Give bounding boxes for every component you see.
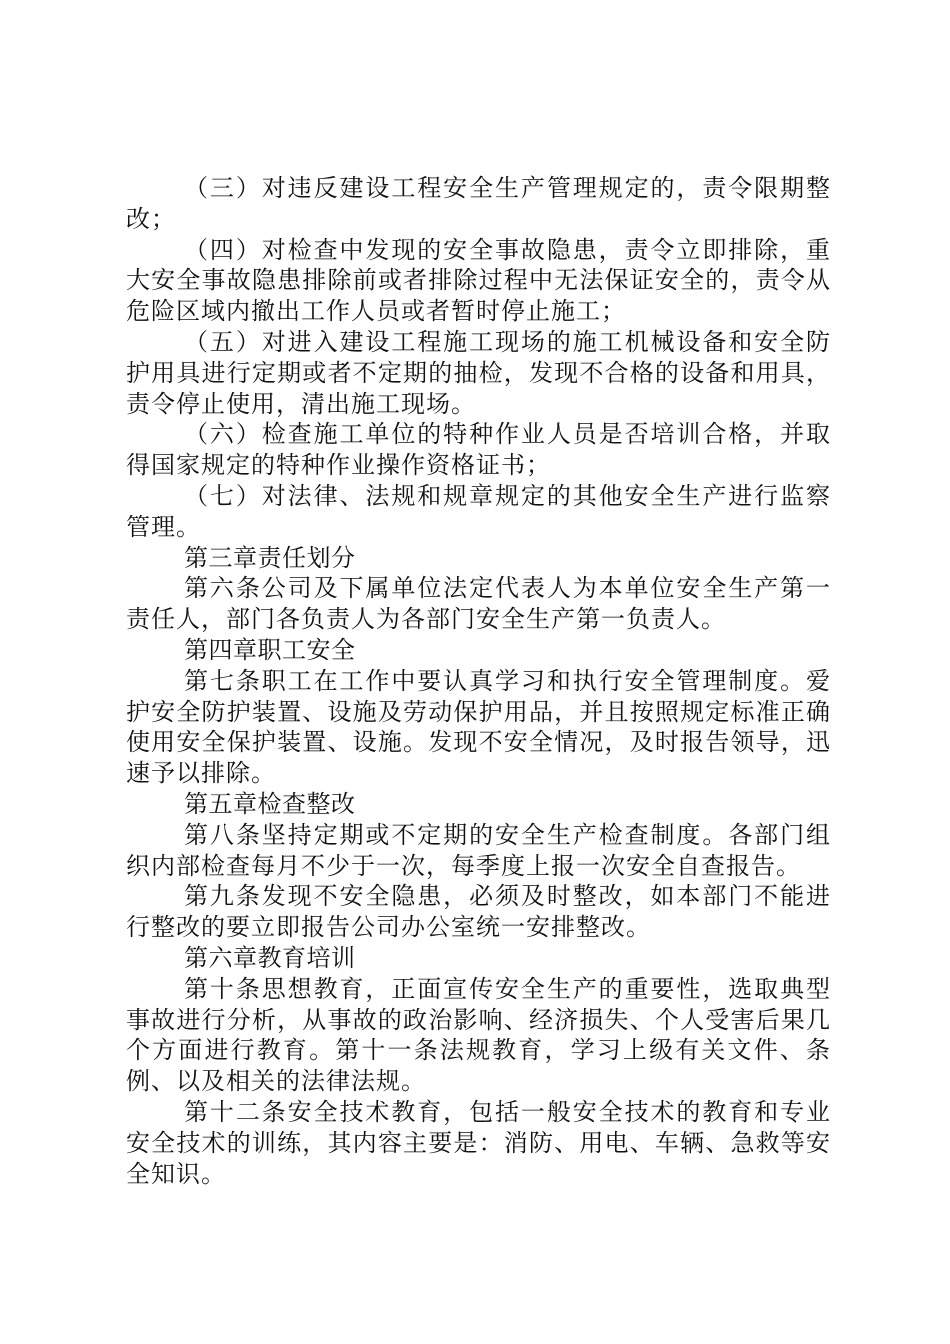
document-body: [126, 173, 831, 1189]
clause-4: （四）对检查中发现的安全事故隐患，责令立即排除，重大安全事故隐患排除前或者排除过程中无法保证安全的，责令从危险区域内撤出工作人员或者暂时停止施工；: [126, 235, 831, 326]
clause-3: （三）对违反建设工程安全生产管理规定的，责令限期整改；: [126, 174, 831, 233]
article-9: 第九条发现不安全隐患，必须及时整改，如本部门不能进行整改的要立即报告公司办公室统一安排整改。: [126, 882, 831, 942]
article-10-11: 第十条思想教育，正面宣传安全生产的重要性，选取典型事故进行分析，从事故的政治影响、经济损失、个人受害后果几个方面进行教育。第十一条法规教育，学习上级有关文件、条例、以及相关的法律法规。: [126, 974, 831, 1096]
clause-7: （七）对法律、法规和规章规定的其他安全生产进行监察管理。: [126, 481, 831, 541]
article-12: 第十二条安全技术教育，包括一般安全技术的教育和专业安全技术的训练，其内容主要是：消防、用电、车辆、急救等安全知识。: [126, 1097, 831, 1188]
article-6: 第六条公司及下属单位法定代表人为本单位安全生产第一责任人，部门各负责人为各部门安全生产第一负责人。: [126, 574, 831, 634]
clause-5: （五）对进入建设工程施工现场的施工机械设备和安全防护用具进行定期或者不定期的抽检，发现不合格的设备和用具，责令停止使用，清出施工现场。: [126, 327, 831, 418]
chapter-4-heading: 第四章职工安全: [184, 635, 356, 664]
article-7: 第七条职工在工作中要认真学习和执行安全管理制度。爱护安全防护装置、设施及劳动保护用品，并且按照规定标准正确使用安全保护装置、设施。发现不安全情况，及时报告领导，迅速予以排除。: [126, 666, 831, 788]
clause-6: （六）检查施工单位的特种作业人员是否培训合格，并取得国家规定的特种作业操作资格证书；: [126, 420, 831, 480]
article-8: 第八条坚持定期或不定期的安全生产检查制度。各部门组织内部检查每月不少于一次，每季度上报一次安全自查报告。: [126, 820, 831, 880]
chapter-5-heading: 第五章检查整改: [184, 789, 356, 818]
chapter-3-heading: 第三章责任划分: [184, 543, 356, 572]
chapter-6-heading: 第六章教育培训: [184, 943, 356, 972]
